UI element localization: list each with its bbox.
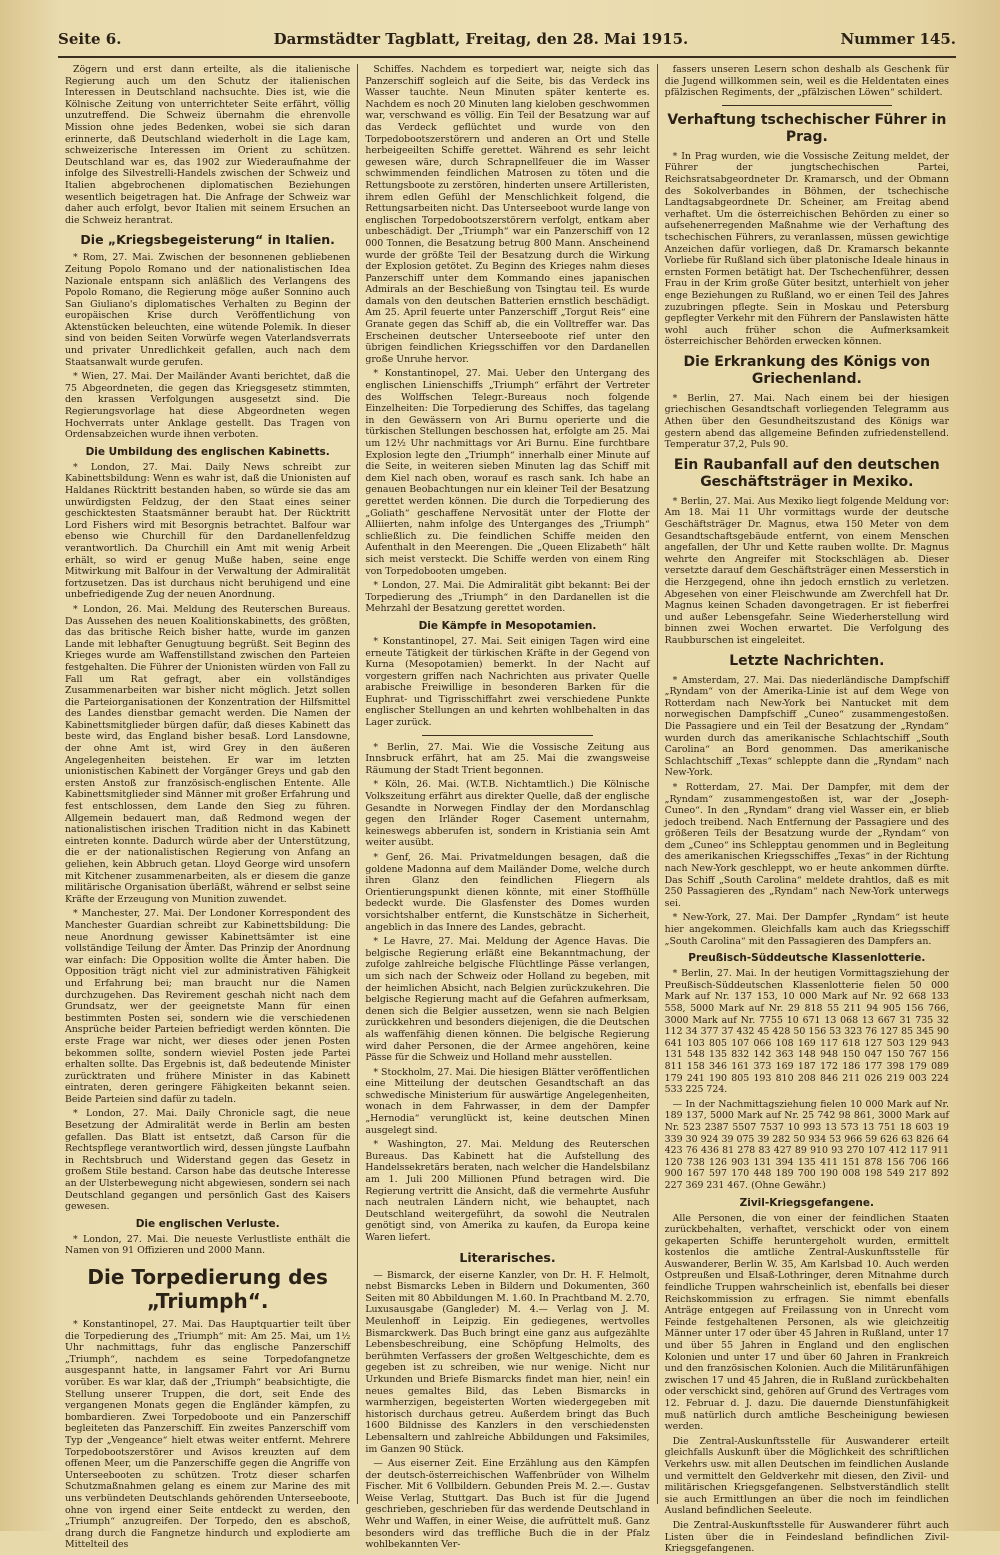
article-headline: Die Erkrankung des Königs von Griechenland. — [683, 353, 931, 387]
article-paragraph: Alle Personen, die von einer der feindlichen Staaten zurückbehalten, verhaftet, verschickt oder von einem gekaperten Schiffe heruntergeholt wurden, ermittelt kostenlos die amtliche Zentral-Auskunftsstelle für Auswanderer, Berlin W. 35, Am Karlsbad 10. Auch werden Ostpreußen und Elsaß-Lothringer, deren Mitnahme durch feindliche Truppen wahrscheinlich ist, ebenfalls bei dieser Reichskommission zu erfragen. Sie nimmt ebenfalls Anträge entgegen auf Freilassung von in Unrecht vom Feinde festgehaltenen Personen, als wie gleichzeitig Männer unter 17 oder über 45 Jahren in Rußland, unter 17 und über 55 Jahren in England und den englischen Kolonien und unter 17 und über 60 Jahren in Frankreich und den französischen Kolonien. Auch die Militärunfähigen zwischen 17 und 45 Jahren, die in Rußland zurückbehalten oder verschickt sind, gehören auf Grund des Vertrages vom 12. Februar d. J. dazu. Die dauernde Dienstunfähigkeit muß natürlich durch amtliche Bescheinigung bewiesen werden. — [664, 1212, 949, 1433]
article-paragraph: * Berlin, 27. Mai. Aus Mexiko liegt folgende Meldung vor: Am 18. Mai 11 Uhr vormittags wurde der deutsche Geschäftsträger Dr. Magnus, etwa 150 Meter von dem Gesandtschaftsgebäude entfernt, von einem Menschen angefallen, der Uhr und Kette rauben wollte. Dr. Magnus wehrte den Angreifer mit Stockschlägen ab. Dieser versetzte darauf dem Geschäftsträger einen Messerstich in die Herzgegend, ohne ihn jedoch ernstlich zu verletzen. Abgesehen von einer Fleischwunde am Zwerchfell hat Dr. Magnus keinen Schaden davongetragen. Er ist fieberfrei und außer Lebensgefahr. Seine Wiederherstellung wird binnen zwei Wochen erwartet. Die Verfolgung des Raubburschen ist eingeleitet. — [664, 495, 949, 646]
columns — [58, 64, 956, 1555]
article-headline: Die Torpedierung des „Triumph“. — [87, 1265, 328, 1313]
article-subheadline: Die englischen Verluste. — [135, 1217, 280, 1230]
article-paragraph: fassers unseren Lesern schon deshalb als Geschenk für die Jugend willkommen sein, weil es die Heldentaten eines pfälzischen Regiments, der „pfälzischen Löwen“ schildert. — [664, 64, 949, 99]
separator-rule — [422, 735, 593, 736]
article-paragraph: * In Prag wurden, wie die Vossische Zeitung meldet, der Führer der jungtschechischen Partei, Reichsratsabgeordneter Dr. Kramarsch, und der Obmann des Sokolverbandes in Böhmen, der tschechische Landtagsabgeordnete Dr. Scheiner, am Freitag abend verhaftet. Um die österreichischen Behörden zu einer so aufsehenerregenden Maßnahme wie der Verhaftung des tschechischen Führers, zu veranlassen, müssen gewichtige Anzeichen dafür vorliegen, daß Dr. Kramarsch bekannte Vorliebe für Rußland sich über platonische Ideale hinaus in ernsten Formen betätigt hat. Der Tschechenführer, dessen Frau in der Krim große Güter besitzt, unterhielt von jeher enge Beziehungen zu Rußland, wo er einen Teil des Jahres zuzubringen pflegte. Sein in Moskau und Petersburg gepflegter Verkehr mit den Führern der Panslawisten hätte wohl auch früher schon die Aufmerksamkeit österreichischer Behörden erwecken können. — [664, 150, 949, 348]
article-paragraph: * Amsterdam, 27. Mai. Das niederländische Dampfschiff „Ryndam“ von der Amerika-Linie ist auf dem Wege von Rotterdam nach New-York bei Nantucket mit dem norwegischen Dampfschiff „Cuneo“ zusammengestoßen. Die Passagiere und ein Teil der Besatzung der „Ryndam“ wurden durch das amerikanische Schlachtschiff „South Carolina“ an Bord genommen. Das amerikanische Schlachtschiff „Texas“ schleppte dann die „Ryndam“ nach New-York. — [664, 674, 949, 779]
article-paragraph: * Berlin, 27. Mai. In der heutigen Vormittagsziehung der Preußisch-Süddeutschen Klassenlotterie fielen 50 000 Mark auf Nr. 137 153, 10 000 Mark auf Nr. 92 668 133 558, 5000 Mark auf Nr. 29 818 55 211 94 905 156 766, 3000 Mark auf Nr. 7755 10 671 13 068 13 667 31 735 32 112 34 377 37 432 45 428 50 156 53 323 76 127 85 345 90 641 103 805 107 066 108 169 117 618 127 503 129 943 131 548 135 832 142 363 148 948 150 047 150 767 156 811 158 346 161 373 169 187 172 186 177 398 179 089 179 241 190 805 193 810 208 846 211 026 219 003 224 533 225 724. — [664, 968, 949, 1096]
column-1 — [58, 64, 357, 1551]
article-paragraph: Zögern und erst dann erteilte, als die italienische Regierung auch um den Schutz der italienischen Interessen in Deutschland nachsuchte. Dies ist, wie die Kölnische Zeitung von unterrichteter Seite erfährt, völlig unzutreffend. Die Schweiz übernahm die ehrenvolle Mission ohne jedes Bedenken, wobei sie sich daran erinnerte, daß Deutschland wiederholt in die Lage kam, schweizerische Interessen im Orient zu schützen. Deutschland war es, das 1902 zur Wiederaufnahme der infolge des Silvestrelli-Handels zwischen der Schweiz und Italien abgebrochenen diplomatischen Beziehungen wesentlich beigetragen hat. Die Anfrage der Schweiz war daher auch erfolgt, bevor Italien mit seinem Ersuchen an die Schweiz herantrat. — [65, 64, 351, 226]
article-paragraph: * Manchester, 27. Mai. Der Londoner Korrespondent des Manchester Guardian schreibt zur Kabinettsbildung: Die neue Anordnung gewisser Kabinettsämter ist eine vollständige Teilung der Ämter. Das Prinzip der Anordnung war einfach: Die Opposition wollte die Ämter haben. Die Opposition trägt nicht viel zur administrativen Fähigkeit und Erfahrung bei; man braucht nur die Namen durchzugehen. Das Revirement geschah nicht nach dem Grundsatz, wer der geeignetste Mann für einen bestimmten Posten sei, sondern wie die verschiedenen Ansprüche beider Parteien befriedigt werden könnten. Die erste Frage war nicht, wer dieses oder jenen Posten bekommen sollte, sondern wieviel Posten jede Partei erhalten sollte. Das Ergebnis ist, daß bedeutende Minister zurücktraten und frühere Minister in das Kabinett eintraten, deren geringere Fähigkeiten bekannt seien. Beide Parteien sind dafür zu tadeln. — [65, 908, 351, 1105]
article-paragraph: * Genf, 26. Mai. Privatmeldungen besagen, daß die goldene Madonna auf dem Mailänder Dome, welche durch ihren Glanz den feindlichen Fliegern als Orientierungspunkt dienen könnte, mit einer Stoffhülle bedeckt wurde. Die Glasfenster des Domes wurden vorsichtshalber entfernt, die Kunstschätze in Sicherheit, angeblich in das Innere des Landes, gebracht. — [365, 852, 650, 933]
column-2 — [357, 64, 656, 1551]
article-paragraph: * London, 26. Mai. Meldung des Reuterschen Bureaus. Das Aussehen des neuen Koalitionskabinetts, des größten, das das britische Reich bisher hatte, wurde im ganzen Lande mit lebhafter Genugtuung begrüßt. Seit Beginn des Krieges wurde am Waffenstillstand zwischen den Parteien festgehalten. Die Führer der Unionisten würden von Fall zu Fall um Rat gefragt, aber ein vollständiges Zusammenarbeiten war bisher nicht möglich. Jetzt sollen die Parteiorganisationen der Konzentration der Hilfsmittel des Landes dienstbar gemacht werden. Die Namen der Kabinettsmitglieder bürgen dafür, daß dieses Kabinett das beste wird, das England bisher besaß. Lord Lansdowne, der ohne Amt ist, wird Grey in den äußeren Angelegenheiten beistehen. Er war im letzten unionistischen Kabinett der Vorgänger Greys und gab den ersten Anstoß zur französisch-englischen Entente. Alle Kabinettsmitglieder sind Männer mit großer Erfahrung und fest entschlossen, dem Lande den Sieg zu führen. Allgemein bedauert man, daß Redmond wegen der nationalistischen irischen Tradition nicht in das Kabinett eintreten konnte. Dadurch würde aber der Unterstützung, die er der nationalistischen Regierung von Anfang an geliehen, kein Abbruch getan. Lloyd George wird unsofern mit Kitchener zusammenarbeiten, als er diesem die ganze militärische Organisation überläßt, während er selbst seine Kräfte der Erzeugung von Munition zuwendet. — [65, 603, 351, 905]
article-paragraph: * Rotterdam, 27. Mai. Der Dampfer, mit dem der „Ryndam“ zusammengestoßen ist, war der „Joseph-Cuneo“. In den „Ryndam“ drang viel Wasser ein, er blieb jedoch treibend. Nach Entfernung der Passagiere und des größeren Teils der Besatzung wurde der „Ryndam“ von dem „Cuneo“ ins Schlepptau genommen und in Begleitung des amerikanischen Kriegsschiffes „Texas“ in der Richtung nach New-York geschleppt, wo er heute ankommen dürfte. Das Schiff „South Carolina“ meldete drahtlos, daß es mit 250 Passagieren des „Ryndam“ nach New-York unterwegs sei. — [664, 781, 949, 909]
article-headline: Ein Raubanfall auf den deutschen Geschäftsträger in Mexiko. — [673, 456, 940, 490]
article-paragraph: * Le Havre, 27. Mai. Meldung der Agence Havas. Die belgische Regierung erläßt eine Bekanntmachung, der zufolge zahlreiche belgische Flüchtlinge Pässe verlangen, um sich nach der Schweiz oder Holland zu begeben, mit der heimlichen Absicht, nach Belgien zurückzukehren. Die belgische Regierung macht auf die Gefahren aufmerksam, denen sich die Belgier aussetzen, wenn sie nach Belgien zurückkehren und besonders diejenigen, die die Deutschen als waffenfähig dienen können. Die belgische Regierung wird daher Personen, die der Armee angehören, keine Pässe für die Schweiz und Holland mehr ausstellen. — [365, 936, 650, 1064]
article-paragraph: — In der Nachmittagsziehung fielen 10 000 Mark auf Nr. 189 137, 5000 Mark auf Nr. 25 742 98 861, 3000 Mark auf Nr. 523 2387 5507 7537 10 993 13 573 13 751 18 603 19 339 30 924 39 075 39 282 50 934 53 966 59 626 63 826 64 423 76 436 81 278 83 427 89 910 93 270 107 412 117 911 120 738 126 903 131 394 135 411 151 878 156 706 166 900 167 597 170 448 189 700 190 008 198 549 217 892 227 369 231 467. (Ohne Gewähr.) — [664, 1098, 949, 1191]
article-paragraph: * Berlin, 27. Mai. Nach einem bei der hiesigen griechischen Gesandtschaft vorliegenden Telegramm aus Athen über den Gesundheitszustand des Königs war gestern abend das allgemeine Befinden zufriedenstellend. Temperatur 37,2, Puls 90. — [664, 392, 949, 451]
article-paragraph: * Konstantinopel, 27. Mai. Ueber den Untergang des englischen Linienschiffs „Triumph“ erfährt der Vertreter des Wolffschen Telegr.-Bureaus noch folgende Einzelheiten: Die Torpedierung des Schiffes, das tagelang in den Gewässern von Ari Burnu operierte und die türkischen Stellungen beschossen hat, erfolgte am 25. Mai um 12½ Uhr nachmittags vor Ari Burnu. Eine furchtbare Explosion legte den „Triumph“ innerhalb einer Minute auf die Seite, in weiteren sieben Minuten lag das Schiff mit dem Kiel nach oben, worauf es rasch sank. Ich habe an genauen Beobachtungen nur ein kleiner Teil der Besatzung gerettet werden können. Die durch die Torpedierung des „Goliath“ geschaffene Nervosität unter der Flotte der Alliierten, nahm infolge des Unterganges des „Triumph“ schließlich zu. Die feindlichen Schiffe meiden den Aufenthalt in den Meerengen. Die „Queen Elizabeth“ hält sich meist versteckt. Die Schiffe werden von einem Ring von Torpedobooten umgeben. — [365, 368, 650, 577]
article-paragraph: * Konstantinopel, 27. Mai. Das Hauptquartier teilt über die Torpedierung des „Triumph“ mit: Am 25. Mai, um 1½ Uhr nachmittags, fuhr das englische Panzerschiff „Triumph“, nachdem es seine Torpedofangnetze ausgespannt hatte, in langsamer Fahrt vor Ari Burnu vorüber. Es war klar, daß der „Triumph“ beabsichtigte, die Stellung unserer Truppen, die dort, seit Ende des vergangenen Monats gegen die Engländer kämpfen, zu bombardieren. Zwei Torpedoboote und ein Panzerschiff begleiteten das Panzerschiff. Ein zweites Panzerschiff vom Typ der „Vengeance“ hielt etwas weiter entfernt. Mehrere Torpedobootszerstörer und Avisos kreuzten auf dem offenen Meer, um die Panzerschiffe gegen die Angriffe von Unterseebooten zu schützen. Trotz dieser scharfen Schutzmaßnahmen gelang es einem zur Marine des mit uns verbündeten Deutschlands gehörenden Unterseeboote, ohne von irgend einer Seite entdeckt zu werden, den „Triumph“ anzugreifen. Der Torpedo, den es abschoß, drang durch die Fangnetze hindurch und explodierte am Mittelteil des — [65, 1319, 351, 1551]
article-subheadline: Die Kämpfe in Mesopotamien. — [418, 619, 597, 632]
article-paragraph: * Wien, 27. Mai. Der Mailänder Avanti berichtet, daß die 75 Abgeordneten, die gegen das Kriegsgesetz stimmten, den krassen Verfolgungen ausgesetzt sind. Die Regierungsvorlage hat diese Abgeordneten wegen Hochverrats unter Anklage gestellt. Das Tragen von Ordensabzeichen wurde ihnen verboten. — [65, 371, 351, 441]
article-paragraph: * Rom, 27. Mai. Zwischen der besonnenen gebliebenen Zeitung Popolo Romano und der nationalistischen Idea Nazionale entspann sich anläßlich des Verlangens des Popolo Romano, die Regierung möge außer Sonnino auch San Giuliano's diplomatisches Verhalten zu Beginn der europäischen Krise durch Veröffentlichung von Aktenstücken beleuchten, eine wütende Polemik. In dieser sind von beiden Seiten Vorwürfe wegen Vaterlandsverrats und privater Unredlichkeit gefallen, auch nach dem Staatsanwalt wurde gerufen. — [65, 252, 351, 368]
article-paragraph: * London, 27. Mai. Die Admiralität gibt bekannt: Bei der Torpedierung des „Triumph“ in den Dardanellen ist die Mehrzahl der Besatzung gerettet worden. — [365, 580, 650, 615]
masthead — [58, 30, 956, 58]
article-paragraph: Die Zentral-Auskunftsstelle für Auswanderer führt auch Listen über die in Feindesland befindlichen Zivil-Kriegsgefangenen. — [664, 1519, 949, 1555]
article-paragraph: * London, 27. Mai. Die neueste Verlustliste enthält die Namen von 91 Offizieren und 2000 Mann. — [65, 1233, 351, 1257]
article-paragraph: * London, 27. Mai. Daily Chronicle sagt, die neue Besetzung der Admiralität werde in Berlin am besten gefallen. Das Blatt ist entsetzt, daß Carson für die Rechtspflege verantwortlich wird, dessen jüngste Laufbahn in Rechtsbruch und Widerstand gegen das Gesetz in großem Stile bestand. Carson habe das deutsche Interesse an der Ulsterbewegung nicht abgewiesen, sondern sei nach Deutschland gegangen und persönlich Gast des Kaisers gewesen. — [65, 1108, 351, 1213]
article-paragraph: — Bismarck, der eiserne Kanzler, von Dr. H. F. Helmolt, nebst Bismarcks Leben in Bildern und Dokumenten, 360 Seiten mit 80 Abbildungen M. 1.60. In Prachtband M. 2.70, Luxusausgabe (Gangleder) M. 4.— Verlag von J. M. Meulenhoff in Leipzig. Ein gediegenes, wertvolles Bismarckwerk. Das Buch bringt eine ganz aus aufgezählte Lebensbeschreibung, eine Schöpfung Helmolts, des berühmten Verfassers der großen Weltgeschichte, dem es gegeben ist zu schreiben, wie nur wenige. Nicht nur Urkunden und Briefe Bismarcks findet man hier, nein! ein neues gemaltes Bild, das Leben Bismarcks in warmherzigen, begeisterten Worten wiedergegeben mit historisch durchaus getreu. Außerdem bringt das Buch 1600 Bildnisse des Kanzlers in den verschiedensten Lebensaltern und zahlreiche Abbildungen und Faksimiles, im Ganzen 90 Stück. — [365, 1269, 650, 1455]
article-paragraph: * New-York, 27. Mai. Der Dampfer „Ryndam“ ist heute hier angekommen. Gleichfalls kam auch das Kriegsschiff „South Carolina“ mit den Passagieren des Dampfers an. — [664, 912, 949, 947]
article-headline: Die „Kriegsbegeisterung“ in Italien. — [80, 232, 335, 248]
article-paragraph: * Berlin, 27. Mai. Wie die Vossische Zeitung aus Innsbruck erfährt, hat am 25. Mai die zwangsweise Räumung der Stadt Trient begonnen. — [365, 741, 650, 776]
article-headline: Letzte Nachrichten. — [729, 652, 885, 669]
article-subheadline: Preußisch-Süddeutsche Klassenlotterie. — [688, 952, 926, 965]
page-number: Seite 6. — [58, 30, 122, 48]
article-paragraph: — Aus eiserner Zeit. Eine Erzählung aus den Kämpfen der deutsch-österreichischen Waffenbrüder von Wilhelm Fischer. Mit 6 Vollbildern. Gebunden Preis M. 2.—. Gustav Weise Verlag, Stuttgart. Das Buch ist für die Jugend geschrieben, geschrieben für das werdende Deutschland in Wehr und Waffen, in einer Weise, die aufrüttelt muß. Ganz besonders wird das treffliche Buch die in der Pfalz wohlbekannten Ver- — [365, 1458, 650, 1551]
article-paragraph: Die Zentral-Auskunftsstelle für Auswanderer erteilt gleichfalls Auskunft über die Möglichkeit des schriftlichen Verkehrs usw. mit allen Deutschen im feindlichen Auslande und vermittelt den Geldverkehr mit diesen, den Zivil- und militärischen Kriegsgefangenen. Selbstverständlich stellt sie auch Ermittlungen an über die noch im feindlichen Ausland befindlichen Seeleute. — [664, 1435, 949, 1517]
column-3 — [657, 64, 956, 1555]
article-paragraph: * Stockholm, 27. Mai. Die hiesigen Blätter veröffentlichen eine Mitteilung der deutschen Gesandtschaft an das schwedische Ministerium für auswärtige Angelegenheiten, wonach in dem Fahrwasser, in dem der Dampfer „Hernodia“ verunglückt ist, keine deutschen Minen ausgelegt sind. — [365, 1066, 650, 1136]
article-paragraph: * Konstantinopel, 27. Mai. Seit einigen Tagen wird eine erneute Tätigkeit der türkischen Kräfte in der Gegend von Kurna (Mesopotamien) bemerkt. In der Nacht auf vorgestern griffen nach Nachrichten aus privater Quelle arabische Freiwillige in besonderen Barken für die Euphrat- und Tigrisschiffahrt zwei verschiedene Punkte englischer Stellungen an und kehrten wohlbehalten in das Lager zurück. — [365, 635, 650, 729]
article-headline: Literarisches. — [459, 1249, 556, 1265]
article-paragraph: Schiffes. Nachdem es torpediert war, neigte sich das Panzerschiff sogleich auf die Seite, bis das Verdeck ins Wasser tauchte. Neun Minuten später kenterte es. Nachdem es noch 20 Minuten lang kieloben geschwommen war, verschwand es völlig. Ein Teil der Besatzung war auf das Verdeck geflüchtet und wurde von den Torpedobootszerstörern und anderen an Ort und Stelle herbeigeeilten Schiffe gerettet. Während es sehr leicht gewesen wäre, durch Schrapnellfeuer die im Wasser schwimmenden feindlichen Matrosen zu töten und die Rettungsboote zu zerstören, hinderten unsere Artilleristen, ihrem edlen Gefühl der Menschlichkeit folgend, die Rettungsarbeiten nicht. Das Unterseeboot wurde lange von englischen Torpedobootszerstörern verfolgt, entkam aber unbeschädigt. Der „Triumph“ war ein Panzerschiff von 12 000 Tonnen, die Besatzung betrug 800 Mann. Anscheinend wurde der größte Teil der Besatzung durch die Wirkung der Explosion getötet. Zu Beginn des Krieges nahm dieses Panzerschiff unter dem Kommando eines japanischen Admirals an der Beschießung von Tsingtau teil. Es wurde damals von den deutschen Batterien ernstlich beschädigt. Am 25. April feuerte unter Panzerschiff „Torgut Reis“ eine Granate gegen das Schiff ab, die ein Volltreffer war. Das Erscheinen deutscher Unterseeboote rief unter den übrigen feindlichen Kriegsschiffen vor den Dardanellen große Unruhe hervor. — [365, 64, 650, 365]
article-subheadline: Zivil-Kriegsgefangene. — [739, 1196, 875, 1209]
article-headline: Verhaftung tschechischer Führer in Prag. — [667, 111, 947, 145]
article-subheadline: Die Umbildung des englischen Kabinetts. — [85, 445, 330, 458]
article-paragraph: * London, 27. Mai. Daily News schreibt zur Kabinettsbildung: Wenn es wahr ist, daß die Unionisten auf Haldanes Rücktritt bestanden haben, so würde sie das am unwürdigsten Feldzug, der den Staat eines seiner geschicktesten Staatsmänner beraubt hat. Der Rücktritt Lord Fishers wird mit Besorgnis betrachtet. Balfour war ebenso wie Churchill für den Dardanellenfeldzug verantwortlich. Da Churchill ein Amt mit wenig Arbeit erhält, so wird er genug Muße haben, seine enge Mitwirkung mit Balfour in der Verwaltung der Admiralität fortzusetzen. Das ist durchaus nicht beruhigend und eine unbefriedigende Zug der neuen Anordnung. — [65, 461, 351, 601]
article-paragraph: * Köln, 26. Mai. (W.T.B. Nichtamtlich.) Die Kölnische Volkszeitung erfährt aus direkter Quelle, daß der englische Gesandte in Norwegen Findlay der den Mordanschlag gegen den Irländer Roger Casement unternahm, keineswegs abberufen ist, sondern in Kristiania sein Amt weiter ausübt. — [365, 779, 650, 849]
separator-rule — [722, 105, 893, 106]
newspaper-title: Darmstädter Tagblatt, Freitag, den 28. Mai 1915. — [273, 30, 689, 48]
article-paragraph: * Washington, 27. Mai. Meldung des Reuterschen Bureaus. Das Kabinett hat die Aufstellung des Handelssekretärs beraten, nach welcher die Handelsbilanz am 1. Juli 200 Millionen Pfund betragen wird. Die Regierung vertritt die Ansicht, daß die vermehrte Ausfuhr nach neutralen Ländern nicht, wie behauptet, nach Deutschland weitergeführt, da sowohl die Neutralen genötigt sind, von Amerika zu kaufen, da Europa keine Waren liefert. — [365, 1139, 650, 1243]
issue-number: Nummer 145. — [840, 30, 956, 48]
